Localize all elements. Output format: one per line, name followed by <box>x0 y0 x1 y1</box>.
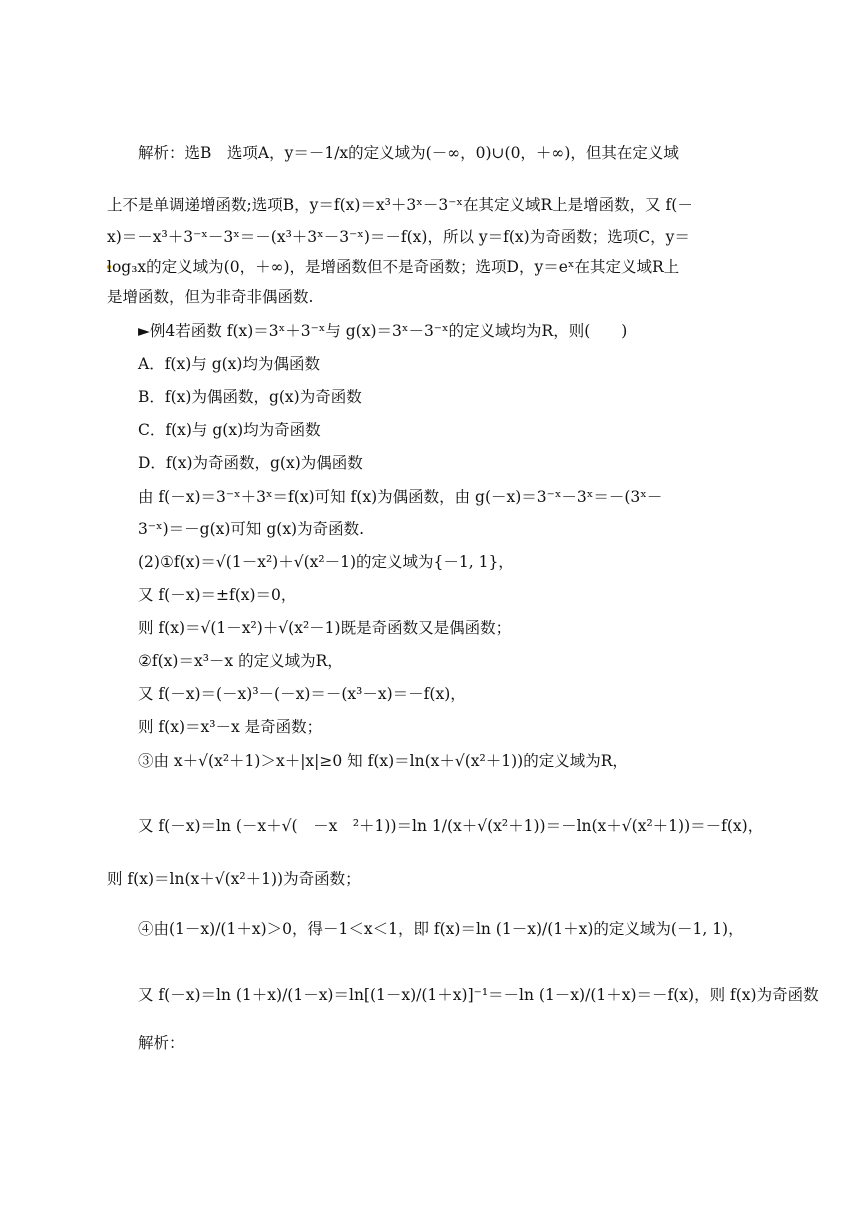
part2-item3-line2: 又 f(－x)＝ln (－x＋√( －x ²＋1))＝ln 1/(x＋√(x²＋1))＝－ln(x＋√(x²＋1))＝－f(x)， <box>138 817 764 835</box>
part2-item1-line1: (2)①f(x)＝√(1－x²)＋√(x²－1)的定义域为{－1, 1}， <box>138 553 514 571</box>
part2-item2-line3: 则 f(x)＝x³－x 是奇函数； <box>138 718 323 736</box>
part2-item1-line3: 则 f(x)＝√(1－x²)＋√(x²－1)既是奇函数又是偶函数； <box>138 619 512 637</box>
option-a: A．f(x)与 g(x)均为偶函数 <box>138 355 320 373</box>
part2-item2-line2: 又 f(－x)＝(－x)³－(－x)＝－(x³－x)＝－f(x)， <box>138 685 466 703</box>
option-d: D．f(x)为奇函数，g(x)为偶函数 <box>138 454 363 472</box>
part2-item1-line2: 又 f(－x)＝±f(x)＝0， <box>138 586 297 604</box>
solution-line-5: 是增函数，但为非奇非偶函数. <box>107 288 314 306</box>
answer-line-1: 由 f(－x)＝3⁻ˣ＋3ˣ＝f(x)可知 f(x)为偶函数，由 g(－x)＝3⁻ˣ－3ˣ＝－(3ˣ－ <box>138 488 663 506</box>
answer-line-2: 3⁻ˣ)＝－g(x)可知 g(x)为奇函数. <box>138 520 365 538</box>
solution-line-2: 上不是单调递增函数;选项B，y＝f(x)＝x³＋3ˣ－3⁻ˣ在其定义域R上是增函数，又 f(－ <box>107 196 693 214</box>
analysis-label: 解析： <box>138 1034 185 1052</box>
part2-item4-line2: 又 f(－x)＝ln (1＋x)/(1－x)＝ln[(1－x)/(1＋x)]⁻¹＝－ln (1－x)/(1＋x)＝－f(x)，则 f(x)为奇函数 <box>138 986 819 1004</box>
solution-line-1: 解析：选B 选项A，y＝－1/x的定义域为(－∞，0)∪(0，＋∞)，但其在定义域 <box>138 144 679 162</box>
part2-item3-line3: 则 f(x)＝ln(x＋√(x²＋1))为奇函数； <box>107 870 361 888</box>
example-4-question: ►例4若函数 f(x)＝3ˣ＋3⁻ˣ与 g(x)＝3ˣ－3⁻ˣ的定义域均为R，则( ) <box>138 322 628 340</box>
solution-line-4: log₃x的定义域为(0，＋∞)，是增函数但不是奇函数；选项D，y＝eˣ在其定义域R上 <box>107 258 680 276</box>
option-c: C．f(x)与 g(x)均为奇函数 <box>138 421 321 439</box>
option-b: B．f(x)为偶函数，g(x)为奇函数 <box>138 388 362 406</box>
solution-line-3: x)＝－x³＋3⁻ˣ－3ˣ＝－(x³＋3ˣ－3⁻ˣ)＝－f(x)，所以 y＝f(x)为奇函数；选项C，y＝ <box>107 228 690 246</box>
part2-item2-line1: ②f(x)＝x³－x 的定义域为R， <box>138 652 343 670</box>
part2-item4-line1: ④由(1－x)/(1＋x)＞0，得－1＜x＜1，即 f(x)＝ln (1－x)/(1＋x)的定义域为(－1, 1)， <box>138 920 744 938</box>
part2-item3-line1: ③由 x＋√(x²＋1)＞x＋|x|≥0 知 f(x)＝ln(x＋√(x²＋1))的定义域为R， <box>138 752 628 770</box>
